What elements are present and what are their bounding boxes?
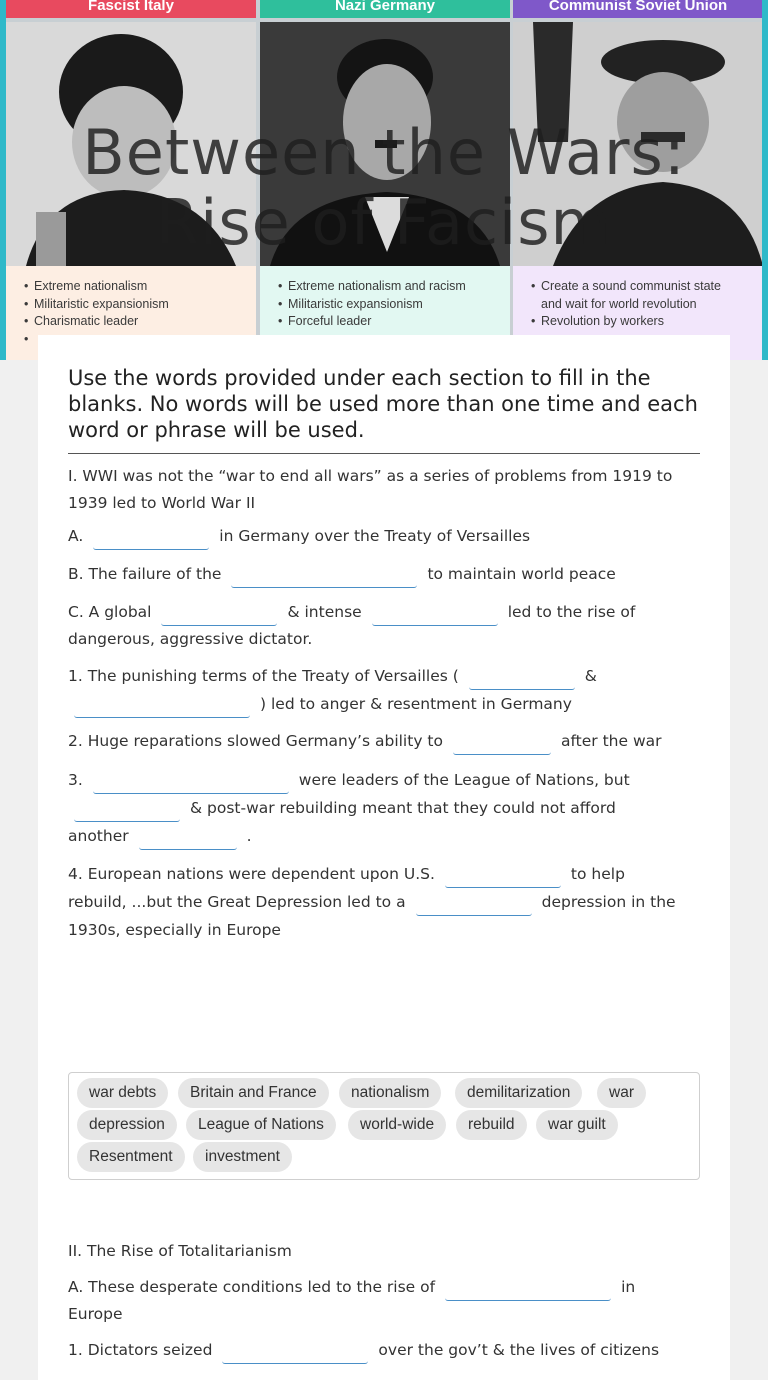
item-c: C. A global & intense led to the rise of dangerous, aggressive dictator. — [68, 603, 636, 648]
word-chip[interactable]: Resentment — [77, 1142, 185, 1172]
blank-field[interactable] — [74, 803, 180, 822]
note-item: • Forceful leader — [278, 314, 372, 328]
word-chip[interactable]: world-wide — [348, 1110, 446, 1140]
column-heading: Nazi Germany — [260, 0, 510, 18]
word-chip[interactable]: war debts — [77, 1078, 168, 1108]
note-item: • Extreme nationalism and racism — [278, 279, 466, 293]
blank-field[interactable] — [453, 736, 551, 755]
blank-field[interactable] — [469, 671, 575, 690]
item-b: B. The failure of the to maintain world peace — [68, 561, 702, 588]
note-item-cutoff: • — [24, 331, 29, 346]
word-chip[interactable]: League of Nations — [186, 1110, 336, 1140]
word-chip[interactable]: demilitarization — [455, 1078, 582, 1108]
word-chip[interactable]: rebuild — [456, 1110, 527, 1140]
blank-field[interactable] — [139, 831, 237, 850]
note-item: • Militaristic expansionism — [24, 296, 169, 311]
blank-field[interactable] — [74, 699, 250, 718]
header-banner — [0, 0, 768, 360]
title-line-1: Between the Wars: — [82, 116, 686, 189]
word-chip[interactable]: war guilt — [536, 1110, 618, 1140]
title-line-2: Rise of Facism — [156, 186, 612, 259]
blank-field[interactable] — [445, 1282, 611, 1301]
note-item: • Militaristic expansionism — [278, 296, 423, 311]
note-item: • Create a sound communist state — [531, 279, 721, 293]
note-item: and wait for world revolution — [541, 296, 697, 311]
item-3: 3. were leaders of the League of Nations, but & post-war rebuilding meant that they could not afford another . — [68, 766, 702, 850]
item-2: 2. Huge reparations slowed Germany’s ability to after the war — [68, 728, 702, 755]
note-item: • Charismatic leader — [24, 314, 139, 328]
blank-field[interactable] — [416, 897, 532, 916]
note-item: • Extreme nationalism — [24, 279, 148, 293]
section2-title: II. The Rise of Totalitarianism — [68, 1242, 292, 1260]
word-chip[interactable]: investment — [193, 1142, 292, 1172]
banner-title — [0, 118, 768, 258]
item-a: A. in Germany over the Treaty of Versailles — [68, 523, 702, 550]
worksheet-card — [38, 335, 730, 1380]
blank-field[interactable] — [161, 607, 277, 626]
item-1: 1. The punishing terms of the Treaty of Versailles ( & ) led to anger & resentment in Germany — [68, 662, 702, 718]
blank-field[interactable] — [445, 869, 561, 888]
note-item: • Revolution by workers — [531, 314, 664, 328]
divider — [68, 453, 700, 454]
blank-field[interactable] — [222, 1345, 368, 1364]
section2-item-a: A. These desperate conditions led to the rise of in Europe — [68, 1278, 636, 1323]
word-chip[interactable]: war — [597, 1078, 646, 1108]
blank-field[interactable] — [231, 569, 417, 588]
blank-field[interactable] — [93, 531, 209, 550]
word-bank — [68, 1072, 700, 1180]
section1-intro: I. WWI was not the “war to end all wars” as a series of problems from 1919 to 1939 led to World War II — [68, 467, 673, 512]
section2-item-1: 1. Dictators seized over the gov’t & the lives of citizens — [68, 1337, 702, 1364]
column-heading: Fascist Italy — [6, 0, 256, 18]
blank-field[interactable] — [93, 775, 289, 794]
instructions-heading: Use the words provided under each section to fill in the blanks. No words will be used more than one time and each word or phrase will be used. — [68, 366, 698, 442]
blank-field[interactable] — [372, 607, 498, 626]
column-heading: Communist Soviet Union — [513, 0, 763, 18]
word-chip[interactable]: depression — [77, 1110, 177, 1140]
item-4: 4. European nations were dependent upon U.S. to help rebuild, ...but the Great Depression led to a depression in the 1930s, especially in Europe — [68, 865, 676, 939]
word-chip[interactable]: nationalism — [339, 1078, 441, 1108]
word-chip[interactable]: Britain and France — [178, 1078, 329, 1108]
